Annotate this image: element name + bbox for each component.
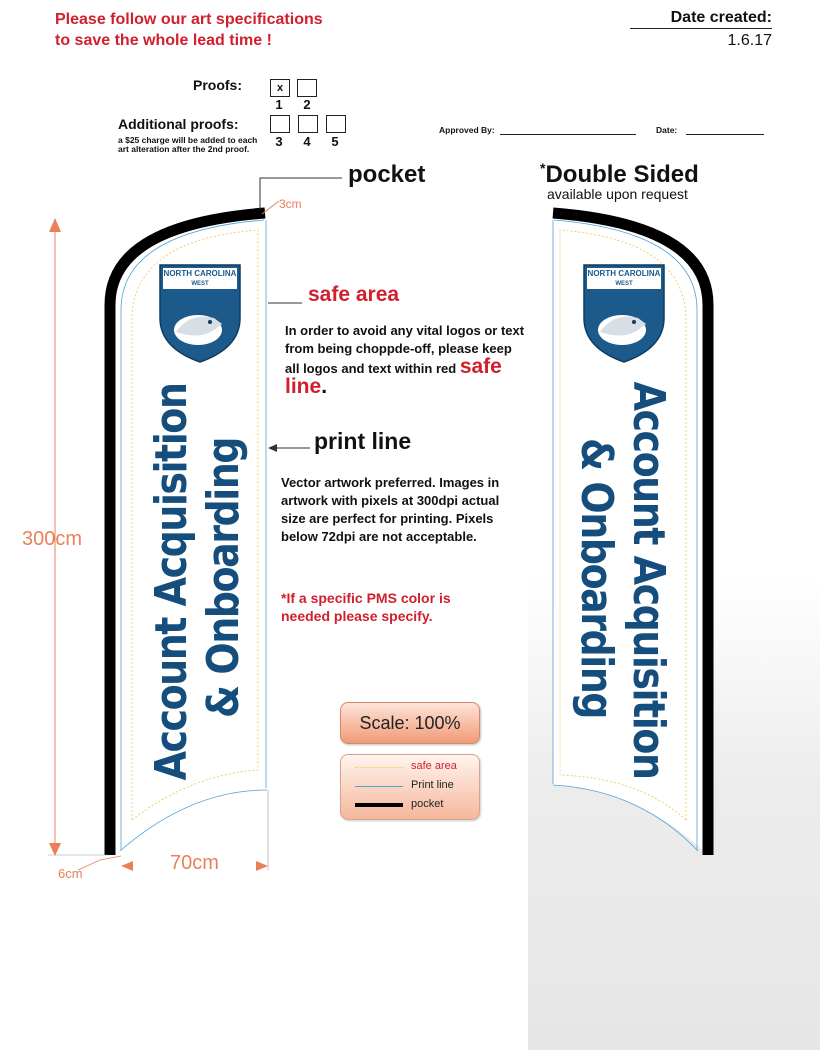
- pocket-title: pocket: [348, 161, 426, 188]
- proof-number-4: 4: [303, 134, 311, 149]
- double-sided-subtitle: available upon request: [547, 186, 688, 202]
- scale-badge: Scale: 100%: [340, 702, 480, 744]
- proof-number-5: 5: [331, 134, 339, 149]
- right-flag-text-line2: & Onboarding: [571, 438, 623, 718]
- proofs-label: Proofs:: [193, 77, 242, 93]
- width-arrow-left: [121, 861, 133, 871]
- left-flag-text-line2: & Onboarding: [197, 438, 249, 718]
- left-flag-text-line1: Account Acquisition: [145, 383, 197, 780]
- legend-pocket: pocket: [341, 796, 479, 814]
- proof-number-1: 1: [275, 97, 283, 112]
- safe-area-title: safe area: [308, 283, 400, 306]
- safe-line-emphasis: safe line: [285, 355, 502, 398]
- pocket-bracket: [260, 178, 342, 210]
- width-arrow-right: [256, 861, 268, 871]
- print-line-title: print line: [314, 428, 412, 454]
- proof-number-2: 2: [303, 97, 311, 112]
- date-created-value: 1.6.17: [727, 32, 772, 49]
- art-spec-warning: Please follow our art specifications to save the whole lead time !: [55, 11, 323, 49]
- legend-safe-swatch: [355, 767, 403, 768]
- legend-print-swatch: [355, 786, 403, 787]
- width-measure: 70cm: [170, 852, 219, 874]
- left-flag-text-2-box: [198, 428, 248, 728]
- legend-print-line: Print line: [341, 777, 479, 795]
- pms-color-note: *If a specific PMS color is needed please specify.: [281, 590, 451, 624]
- height-measure: 300cm: [22, 528, 83, 550]
- legend-box: [340, 754, 480, 820]
- proof-checkbox-1[interactable]: x: [270, 79, 290, 97]
- double-sided-title: *Double Sided: [540, 160, 699, 188]
- approval-date-label: Date:: [656, 125, 678, 135]
- left-badge-text: NORTH CAROLINA WEST: [163, 269, 237, 287]
- right-flag-text-line1: Account Acquisition: [623, 381, 675, 778]
- date-created-label: Date created:: [630, 9, 772, 29]
- right-badge-text: NORTH CAROLINA WEST: [587, 269, 661, 287]
- right-flag-text-2-box: [572, 428, 622, 728]
- additional-proofs-note: a $25 charge will be added to each art alteration after the 2nd proof.: [118, 135, 258, 154]
- right-flag-text-1-box: [624, 362, 674, 797]
- legend-pocket-swatch: [355, 803, 403, 807]
- approved-by-label: Approved By:: [439, 125, 495, 135]
- print-line-text: Vector artwork preferred. Images in artwork with pixels at 300dpi actual size are perfect for printing. Pixels below 72dpi are not acceptable.: [281, 475, 500, 544]
- additional-proofs-label: Additional proofs:: [118, 116, 239, 132]
- proof-number-3: 3: [275, 134, 283, 149]
- safe-area-text: In order to avoid any vital logos or text from being choppde-off, please keep all logos and text within red safe line.: [285, 323, 525, 398]
- pocket-measure: 3cm: [279, 197, 302, 211]
- bottom-measure: 6cm: [58, 866, 83, 881]
- legend-safe-area: safe area: [341, 758, 479, 776]
- left-flag-text-1-box: [146, 364, 196, 799]
